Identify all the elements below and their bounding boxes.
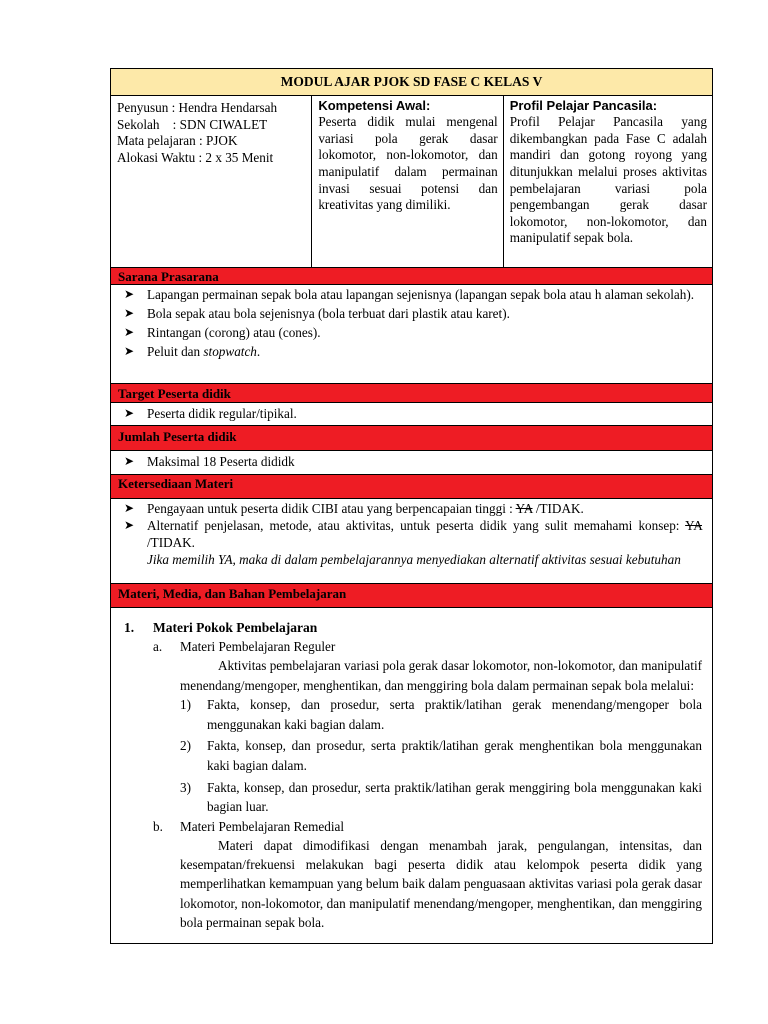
materi-remedial-paragraph: Materi dapat dimodifikasi dengan menambah jarak, pengulangan, intensitas, dan kesempatan/frekuensi melakukan bagi peserta didik atau kelompok peserta didik yang memperlihatkan kemampuan yang belum baik dalam penguasaan aktivitas variasi pola gerak dasar lokomotor, non-lokomotor, dan manipulatif menendang/mengoper, menghentikan, dan menggiring bola permainan sepak bola. (180, 837, 702, 930)
materi-section (110, 608, 713, 944)
sarana-header: Sarana Prasarana (110, 268, 713, 285)
materi-remedial-title: b. Materi Pembelajaran Remedial (153, 818, 345, 834)
list-item: ➤ Peluit dan stopwatch. (124, 344, 261, 359)
mapel-text: Mata pelajaran : PJOK (117, 133, 238, 148)
kompetensi-cell (312, 96, 503, 267)
list-item: 1) Fakta, konsep, dan prosedur, serta praktik/latihan gerak menendang/mengoper bola menggunakan kaki bagian dalam. (180, 697, 702, 732)
list-item: ➤ Maksimal 18 Peserta dididk (124, 454, 295, 469)
list-item: ➤ Lapangan permainan sepak bola atau lapangan sejenisnya (lapangan sepak bola atau h alaman sekolah). (124, 287, 695, 302)
list-item: ➤ Pengayaan untuk peserta didik CIBI atau yang berpencapaian tinggi : YA /TIDAK. (124, 501, 584, 516)
list-item: ➤ Bola sepak atau bola sejenisnya (bola terbuat dari plastik atau karet). (124, 306, 510, 321)
arrow-bullet-icon: ➤ (124, 325, 135, 339)
materi-header: Materi, Media, dan Bahan Pembelajaran (110, 584, 713, 608)
sekolah-text: Sekolah : SDN CIWALET (117, 116, 268, 132)
document-title: MODUL AJAR PJOK SD FASE C KELAS V (110, 68, 713, 96)
jumlah-header: Jumlah Peserta didik (110, 426, 713, 451)
ketersediaan-header: Ketersediaan Materi (110, 475, 713, 499)
info-row (110, 96, 713, 268)
kompetensi-text: Peserta didik mulai mengenal variasi pola gerak dasar lokomotor, non-lokomotor, dan manipulatif dalam permainan invasi sesuai potensi dan kreativitas yang dimiliki. (318, 114, 498, 213)
list-item: ➤ Peserta didik regular/tipikal. (124, 406, 297, 421)
target-section (110, 403, 713, 426)
arrow-bullet-icon: ➤ (124, 287, 135, 301)
modul-document (110, 68, 713, 944)
sarana-section (110, 285, 713, 384)
alokasi-text: Alokasi Waktu : 2 x 35 Menit (117, 149, 274, 165)
arrow-bullet-icon: ➤ (124, 406, 135, 420)
kompetensi-title: Kompetensi Awal: (318, 98, 431, 113)
profil-text: Profil Pelajar Pancasila yang dikembangkan pada Fase C adalah mandiri dan gotong royong yang ditunjukkan melalui proses aktivitas pembelajaran variasi pola pengembangan gerak dasar lokomotor, non-lokomotor, dan manipulatif sepak bola. (509, 114, 707, 246)
target-header: Target Peserta didik (110, 384, 713, 403)
jumlah-section (110, 451, 713, 475)
profil-cell (504, 96, 712, 267)
list-item: ➤ Rintangan (corong) atau (cones). (124, 325, 321, 340)
ketersediaan-note: Jika memilih YA, maka di dalam pembelajarannya menyediakan alternatif aktivitas sesuai kebutuhan (147, 552, 681, 567)
profil-title: Profil Pelajar Pancasila: (509, 98, 658, 113)
penyusun-text: Penyusun : Hendra Hendarsah (117, 100, 278, 115)
list-item: 2) Fakta, konsep, dan prosedur, serta praktik/latihan gerak menghentikan bola menggunakan kaki bagian dalam. (180, 738, 702, 773)
arrow-bullet-icon: ➤ (124, 501, 135, 515)
materi-reguler-paragraph: Aktivitas pembelajaran variasi pola gerak dasar lokomotor, non-lokomotor, dan manipulatif menendang/mengoper, menghentikan, dan menggiring bola dalam permainan sepak bola melalui: (180, 658, 702, 693)
ketersediaan-section (110, 499, 713, 584)
arrow-bullet-icon: ➤ (124, 344, 135, 358)
arrow-bullet-icon: ➤ (124, 518, 135, 532)
materi-pokok: 1. Materi Pokok Pembelajaran (124, 620, 318, 635)
list-item: ➤ Alternatif penjelasan, metode, atau aktivitas, untuk peserta didik yang sulit memahami konsep: YA /TIDAK. (124, 518, 702, 550)
list-item: 3) Fakta, konsep, dan prosedur, serta praktik/latihan gerak menggiring bola menggunakan kaki bagian luar. (180, 779, 702, 815)
identity-cell (111, 96, 312, 267)
arrow-bullet-icon: ➤ (124, 306, 135, 320)
arrow-bullet-icon: ➤ (124, 454, 135, 468)
materi-reguler-title: a. Materi Pembelajaran Reguler (153, 639, 336, 654)
